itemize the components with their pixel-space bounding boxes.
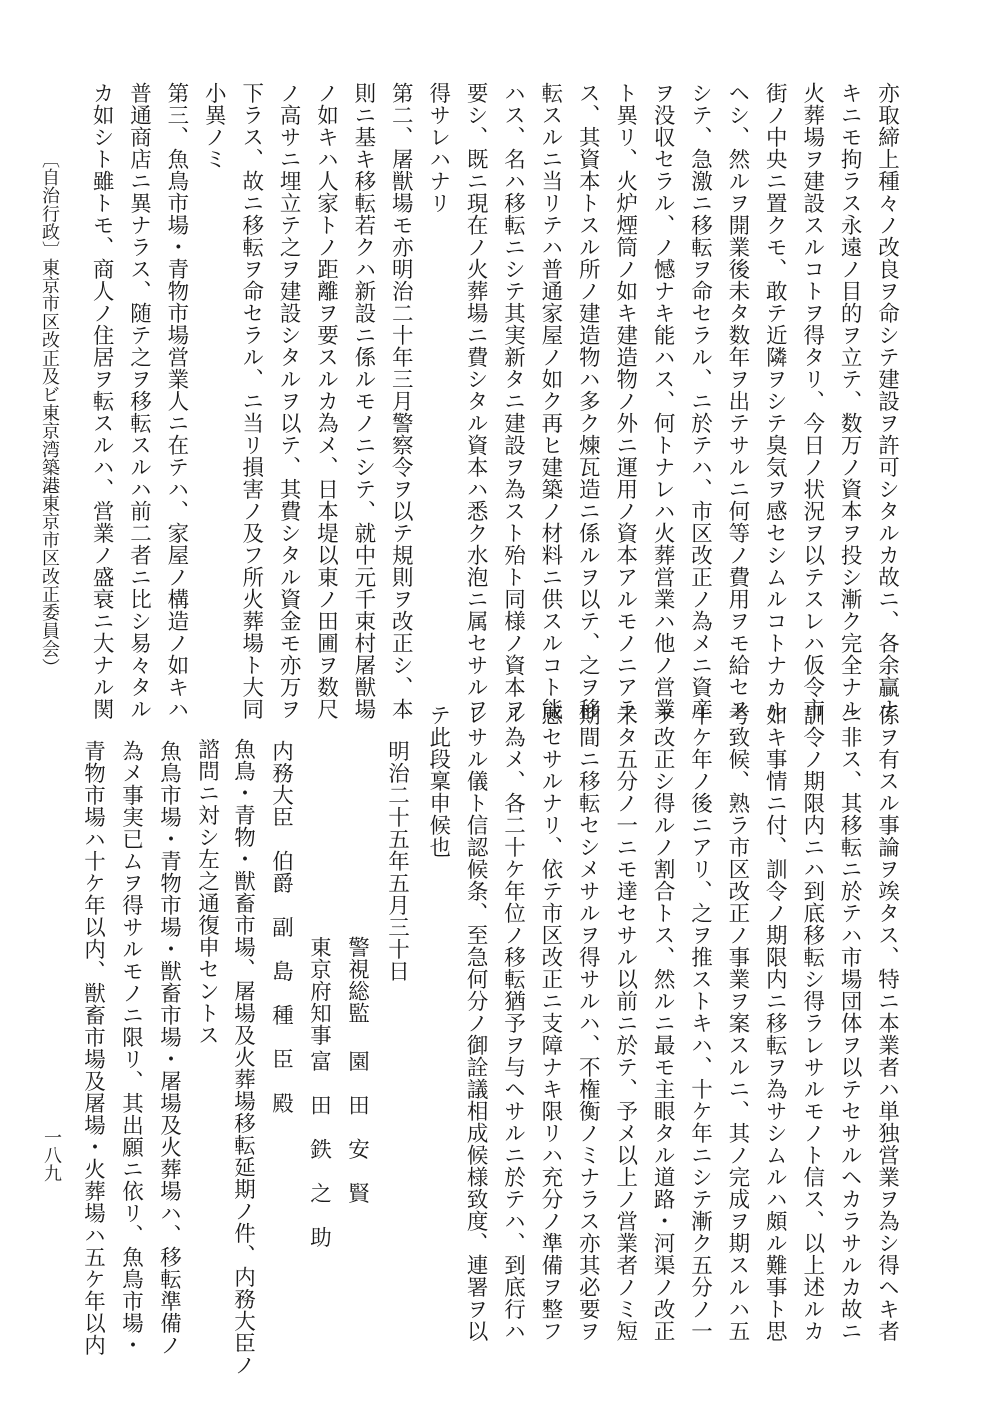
top-column: ス、其資本トスル所ノ建造物ハ多ク煉瓦造ニ係ルヲ以テ、之ヲ移 — [575, 82, 601, 720]
top-column: 普通商店ニ異ナラス、随テ之ヲ移転スルハ前二者ニ比シ易々タル — [126, 82, 152, 720]
top-column: ノ如キハ人家トノ距離ヲ要スルカ為メ、日本堤以東ノ田圃ヲ数尺 — [313, 82, 339, 720]
bottom-column: 訓令ノ期限内ニハ到底移転シ得ラレサルモノト信ス、以上述ルカ — [799, 704, 825, 1342]
addressee: 内務大臣 伯爵 副 島 種 臣 殿 — [268, 740, 294, 1114]
top-column: ト異リ、火炉煙筒ノ如キ建造物ノ外ニ運用ノ資本アルモノニアラ — [612, 82, 638, 720]
top-column: 則ニ基キ移転若クハ新設ニ係ルモノニシテ、就中元千束村屠獣場 — [350, 82, 376, 720]
bottom-column: 感セサルナリ、依テ市区改正ニ支障ナキ限リハ充分ノ準備ヲ整フ — [537, 704, 563, 1342]
top-column: ノ高サニ埋立テ之ヲ建設シタルヲ以テ、其費シタル資金モ亦万ヲ — [276, 82, 302, 720]
bottom-column: 如キ事情ニ付、訓令ノ期限内ニ移転ヲ為サシムルハ頗ル難事ト思 — [762, 704, 788, 1342]
top-column: シテ、急激ニ移転ヲ命セラル、ニ於テハ、市区改正ノ為メニ資産 — [687, 82, 713, 720]
after-column: 魚鳥・青物・獣畜市場、屠場及火葬場移転延期ノ件、内務大臣ノ — [230, 738, 256, 1376]
signer2-title: 東京府知事 — [306, 936, 332, 1046]
bottom-column: テ此段稟申候也 — [425, 704, 451, 858]
bottom-column: 未タ五分ノ一ニモ達セサル以前ニ於テ、予メ以上ノ営業者ノミ短 — [612, 704, 638, 1342]
after-column: 魚鳥市場・青物市場・獣畜市場・屠場及火葬場ハ、移転準備ノ — [156, 740, 182, 1356]
top-column: 火葬場ヲ建設スルコトヲ得タリ、今日ノ状況ヲ以テスレハ仮令市 — [799, 82, 825, 720]
page-number: 一八九 — [41, 1128, 62, 1183]
bottom-column: ル為メ、各二十ケ年位ノ移転猶予ヲ与ヘサルニ於テハ、到底行ハ — [500, 704, 526, 1342]
bottom-column: 十ケ年ノ後ニアリ、之ヲ推ストキハ、十ケ年ニシテ漸ク五分ノ一 — [687, 704, 713, 1342]
after-column: 為メ事実已ムヲ得サルモノニ限リ、其出願ニ依リ、魚鳥市場・ — [118, 740, 144, 1356]
top-column: 街ノ中央ニ置クモ、敢テ近隣ヲシテ臭気ヲ感セシムルコトナカル — [762, 82, 788, 720]
signer2-name: 富 田 鉄 之 助 — [306, 1050, 332, 1248]
top-column: ヲ没収セラル、ノ憾ナキ能ハス、何トナレハ火葬営業ハ他ノ営業 — [650, 82, 676, 720]
top-column: 小異ノミ — [201, 82, 227, 170]
signer1-title: 警視総監 — [344, 936, 370, 1024]
top-column: ヘシ、然ルヲ開業後未タ数年ヲ出テサルニ何等ノ費用ヲモ給セス — [724, 82, 750, 720]
top-column: 要シ、既ニ現在ノ火葬場ニ費シタル資本ハ悉ク水泡ニ属セサルヲ — [463, 82, 489, 720]
top-column: 得サレハナリ — [425, 82, 451, 214]
top-column: 亦取締上種々ノ改良ヲ命シテ建設ヲ許可シタルカ故ニ、各余贏ナ — [874, 82, 900, 720]
bottom-column: ヲ改正シ得ルノ割合トス、然ルニ最モ主眼タル道路・河渠ノ改正 — [650, 704, 676, 1342]
top-column: カ如シト雖トモ、商人ノ住居ヲ転スルハ、営業ノ盛衰ニ大ナル関 — [89, 82, 115, 720]
signer1-name: 園 田 安 賢 — [344, 1050, 370, 1204]
after-column: 諮問ニ対シ左之通復申セントス — [194, 738, 220, 1046]
bottom-column: レサル儀ト信認候条、至急何分ノ御詮議相成候様致度、連署ヲ以 — [463, 704, 489, 1342]
running-title: 東京市区改正及ビ東京湾築港 — [39, 258, 60, 495]
top-column: 転スルニ当リテハ普通家屋ノ如ク再ヒ建築ノ材料ニ供スルコト能 — [537, 82, 563, 720]
top-column: 第二、屠獣場モ亦明治二十年三月警察令ヲ以テ規則ヲ改正シ、本 — [388, 82, 414, 720]
bottom-column: 期間ニ移転セシメサルヲ得サルハ、不権衡ノミナラス亦其必要ヲ — [575, 704, 601, 1342]
top-column: ハス、名ハ移転ニシテ其実新タニ建設ヲ為スト殆ト同様ノ資本ヲ — [500, 82, 526, 720]
after-column: 青物市場ハ十ケ年以内、獣畜市場及屠場・火葬場ハ五ケ年以内 — [80, 740, 106, 1356]
top-column: 第三、魚鳥市場・青物市場営業人ニ在テハ、家屋ノ構造ノ如キハ — [163, 82, 189, 720]
top-column: 下ラス、故ニ移転ヲ命セラル、ニ当リ損害ノ及フ所火葬場ト大同 — [238, 82, 264, 720]
top-column: キニモ拘ラス永遠ノ目的ヲ立テ、数万ノ資本ヲ投シ漸ク完全ナル — [837, 82, 863, 720]
section-header: 〔自治行政〕 — [39, 150, 60, 260]
bottom-column: 係ヲ有スル事論ヲ竢タス、特ニ本業者ハ単独営業ヲ為シ得ヘキ者 — [874, 704, 900, 1342]
bottom-column: 考致候、熟ラ市区改正ノ事業ヲ案スルニ、其ノ完成ヲ期スルハ五 — [724, 704, 750, 1342]
date-line: 明治二十五年五月三十日 — [384, 740, 410, 982]
source-label: （東京市区改正委員会） — [39, 476, 60, 677]
bottom-column: ニ非ス、其移転ニ於テハ市場団体ヲ以テセサルヘカラサルカ故ニ — [837, 704, 863, 1342]
